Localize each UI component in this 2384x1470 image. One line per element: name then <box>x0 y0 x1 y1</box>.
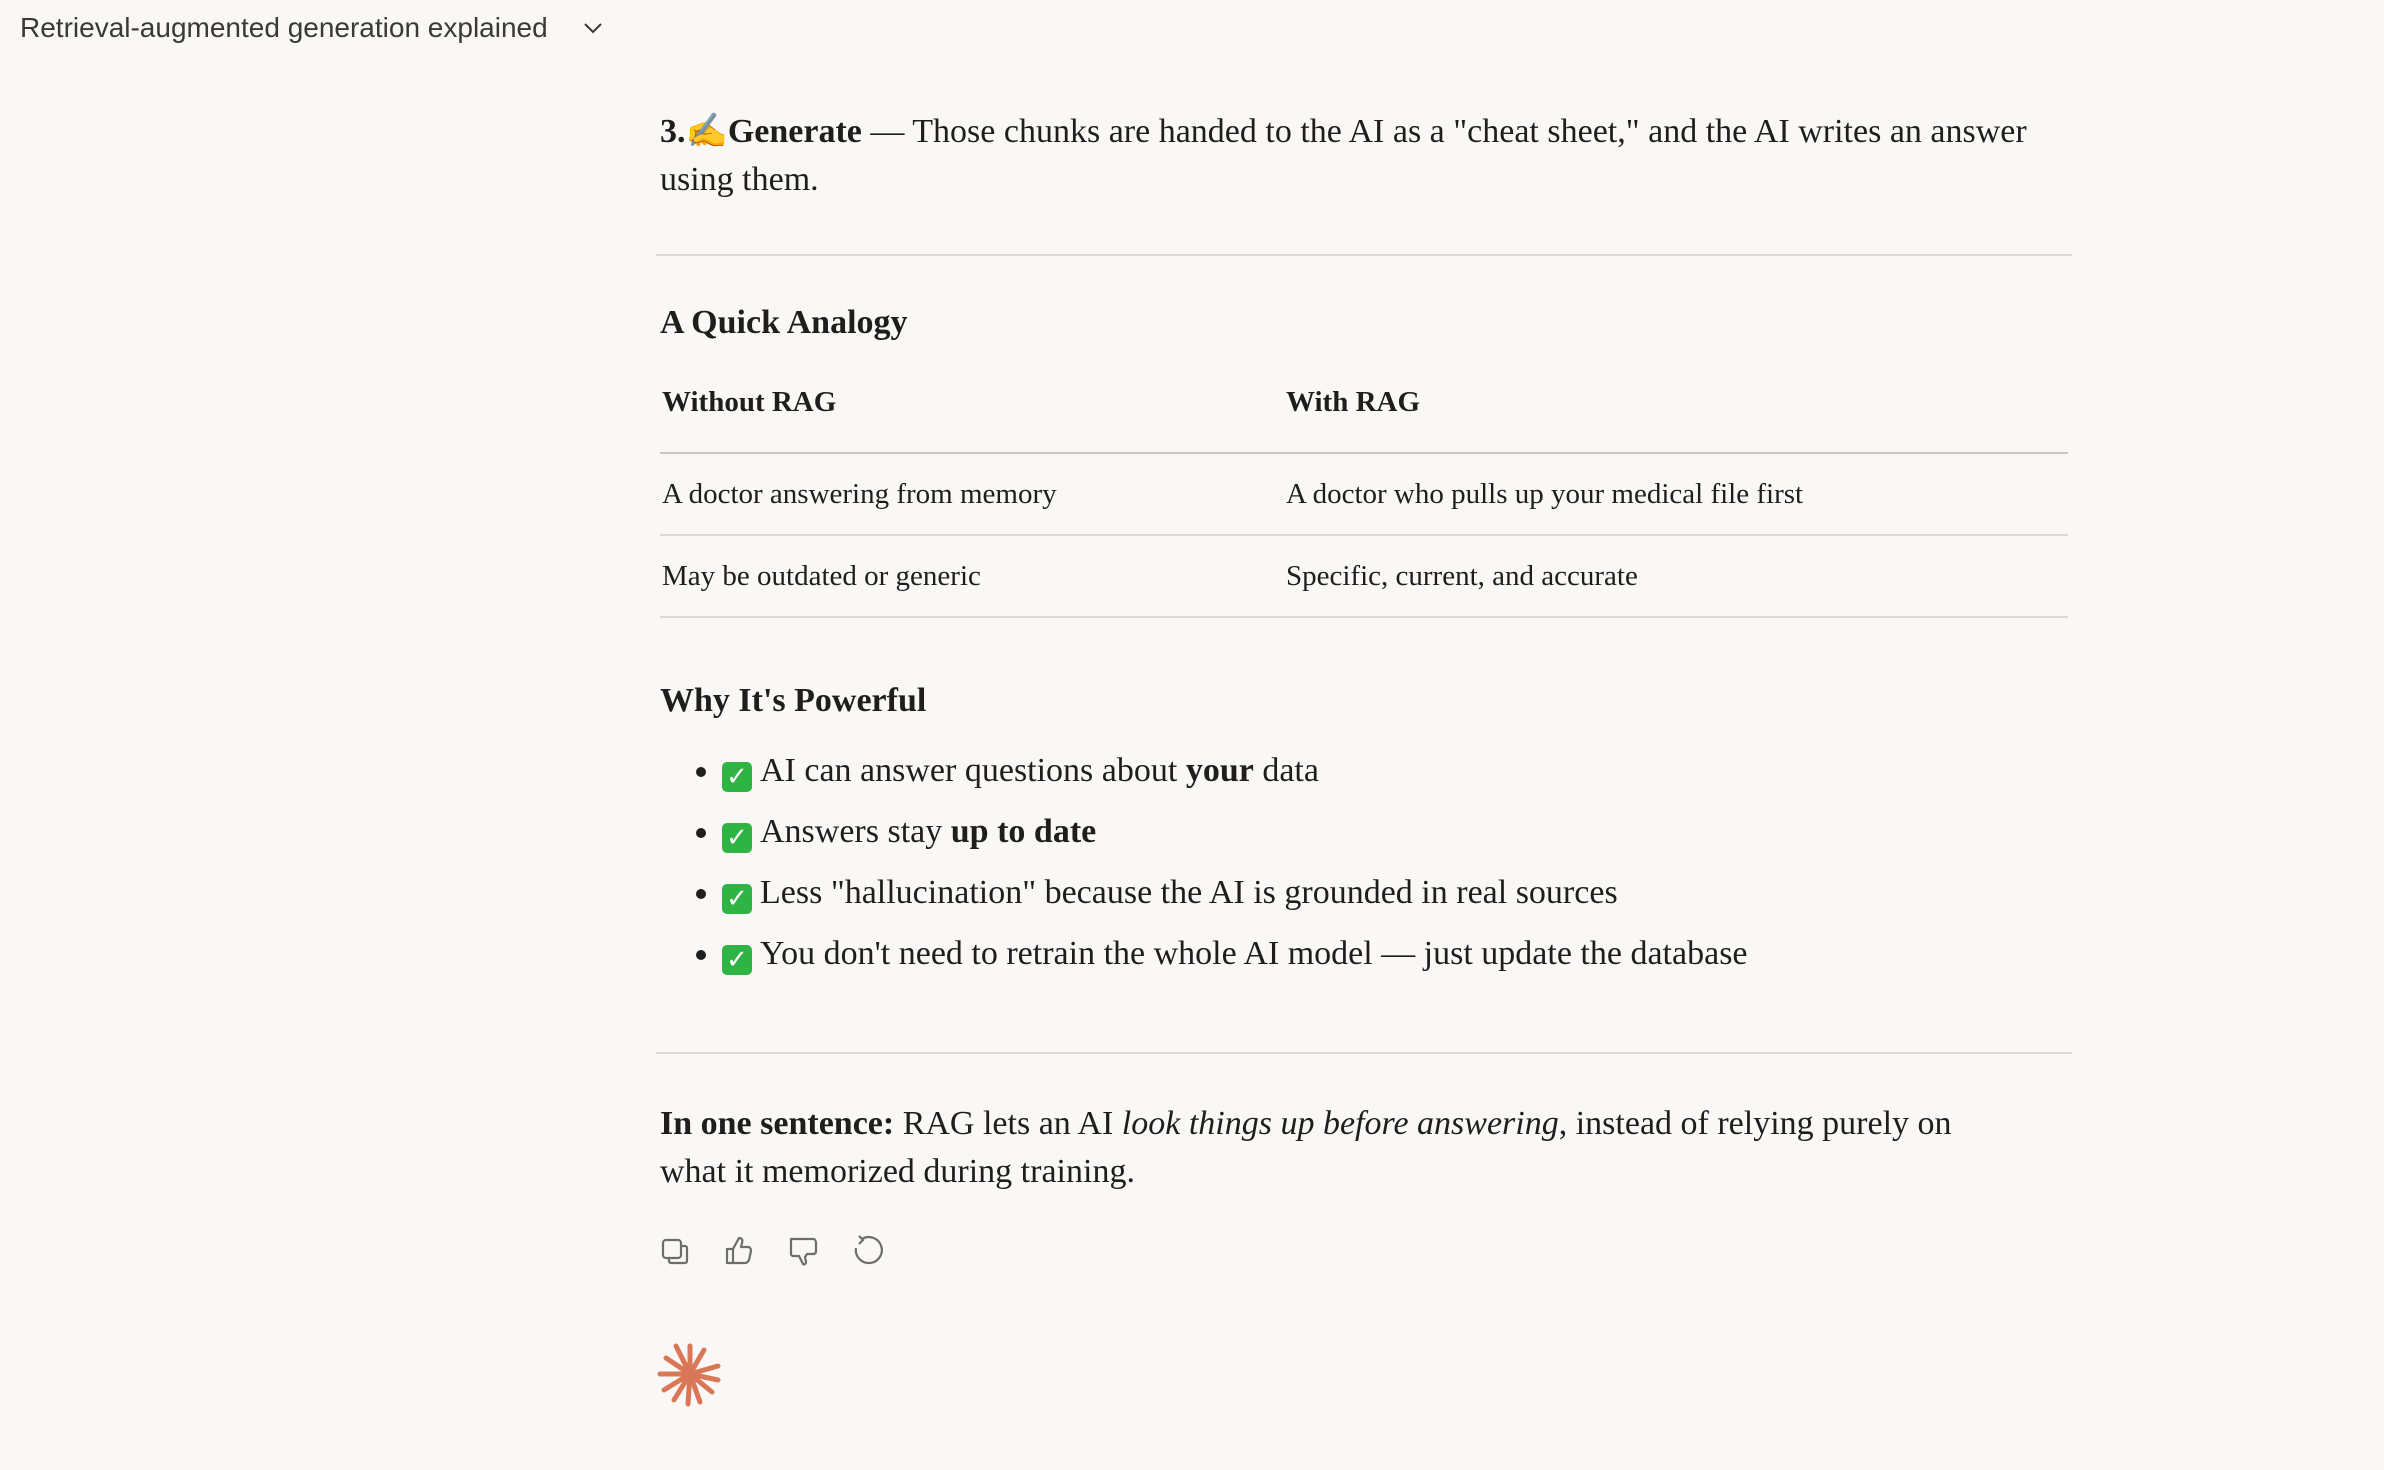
refresh-icon <box>852 1234 884 1268</box>
conversation-title: Retrieval-augmented generation explained <box>20 12 548 43</box>
claude-spark-logo-icon <box>656 1340 724 1408</box>
thumbs-down-button[interactable] <box>788 1234 818 1268</box>
item-text: Answers stay <box>760 813 951 850</box>
check-icon: ✓ <box>722 945 752 975</box>
item-text: AI can answer questions about <box>760 752 1186 789</box>
summary-paragraph <box>660 1100 2020 1196</box>
copy-icon <box>660 1234 690 1268</box>
summary-italic: look things up before answering <box>1121 1105 1559 1142</box>
divider <box>656 254 2072 256</box>
powerful-heading: Why It's Powerful <box>660 682 927 719</box>
table-cell: A doctor answering from memory <box>660 453 1284 535</box>
item-text: Less "hallucination" because the AI is grounded in real sources <box>760 874 1618 911</box>
retry-button[interactable] <box>852 1234 882 1268</box>
step-text: — Those chunks are handed to the AI as a "cheat sheet," and the AI writes an answer using them. <box>660 113 2027 198</box>
summary-label: In one sentence: <box>660 1105 895 1142</box>
analogy-table <box>660 376 2068 618</box>
step-3-paragraph <box>660 108 2070 204</box>
analogy-heading: A Quick Analogy <box>660 304 908 341</box>
benefits-list <box>660 740 1748 984</box>
step-number: 3. <box>660 113 686 150</box>
item-bold: up to date <box>950 813 1097 850</box>
chevron-down-icon <box>582 17 604 39</box>
list-item <box>722 862 1748 923</box>
step-title: Generate <box>727 113 862 150</box>
list-item <box>722 923 1748 984</box>
thumbs-up-button[interactable] <box>724 1234 754 1268</box>
summary-text: , instead of relying purely on what it memorized during training. <box>660 1105 1952 1190</box>
divider <box>656 1052 2072 1054</box>
check-icon: ✓ <box>722 823 752 853</box>
check-icon: ✓ <box>722 884 752 914</box>
summary-text: RAG lets an AI <box>894 1105 1122 1142</box>
thumbs-up-icon <box>724 1234 754 1268</box>
message-actions <box>660 1234 882 1268</box>
item-bold: your <box>1185 752 1254 789</box>
table-header-row <box>660 376 2068 453</box>
column-header: With RAG <box>1284 376 2068 453</box>
assistant-message <box>660 108 2070 1190</box>
thumbs-down-icon <box>788 1234 818 1268</box>
table-cell: May be outdated or generic <box>660 535 1284 617</box>
table-row <box>660 535 2068 617</box>
copy-button[interactable] <box>660 1234 690 1268</box>
check-icon: ✓ <box>722 762 752 792</box>
column-header: Without RAG <box>660 376 1284 453</box>
list-item <box>722 801 1748 862</box>
table-cell: A doctor who pulls up your medical file first <box>1284 453 2068 535</box>
list-item <box>722 740 1748 801</box>
table-row <box>660 453 2068 535</box>
conversation-title-button[interactable] <box>20 12 604 44</box>
item-text: You don't need to retrain the whole AI model — just update the database <box>760 935 1748 972</box>
table-cell: Specific, current, and accurate <box>1284 535 2068 617</box>
writing-hand-icon: ✍️ <box>685 113 728 150</box>
item-text: data <box>1253 752 1319 789</box>
